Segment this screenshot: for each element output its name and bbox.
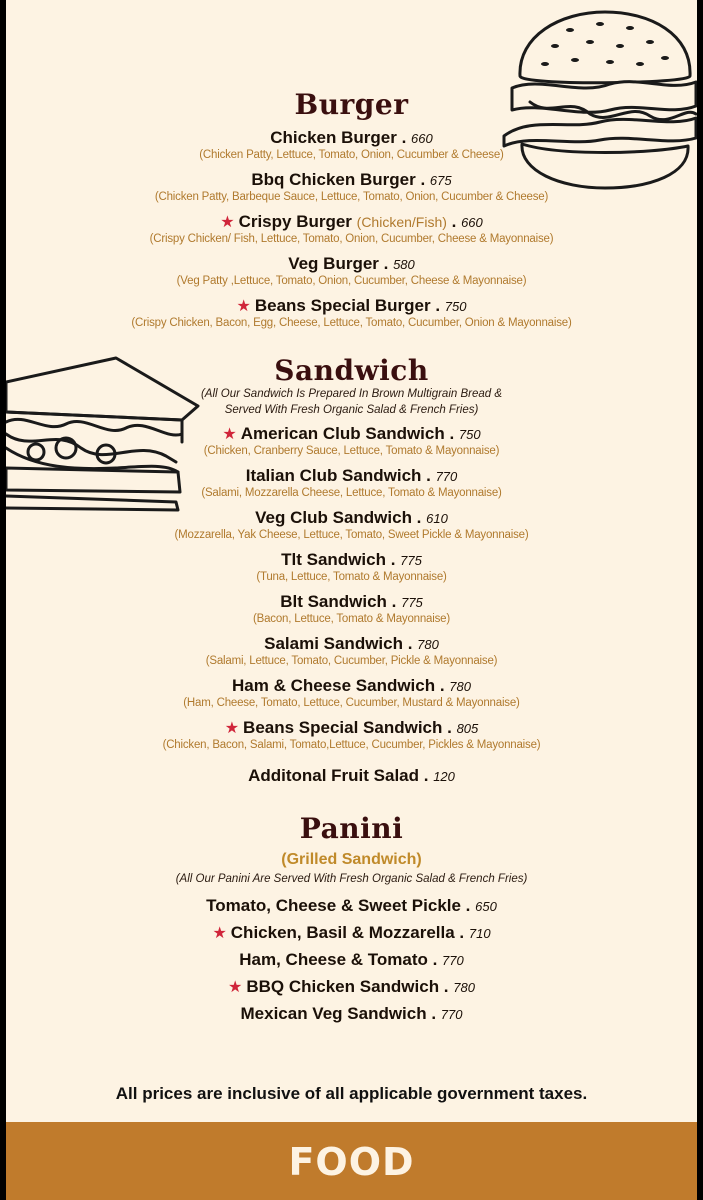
menu-item-american-club-sandwich: ★ American Club Sandwich . 750 xyxy=(222,424,481,443)
menu-item-tlt-sandwich: Tlt Sandwich . 775 xyxy=(281,550,422,569)
item-description: (Chicken Patty, Barbeque Sauce, Lettuce, Tomato, Onion, Cucumber & Cheese) xyxy=(154,191,549,203)
menu-item-veg-club-sandwich: Veg Club Sandwich . 610 xyxy=(255,508,448,527)
item-price: 805 xyxy=(456,721,479,736)
item-description: (Veg Patty ,Lettuce, Tomato, Onion, Cucumber, Cheese & Mayonnaise) xyxy=(176,275,527,287)
star-icon: ★ xyxy=(220,214,235,231)
star-icon: ★ xyxy=(222,426,237,443)
menu-item-ham-cheese-sandwich: Ham & Cheese Sandwich . 780 xyxy=(232,676,471,695)
menu-item-blt-sandwich: Blt Sandwich . 775 xyxy=(280,592,423,611)
item-description: (Tuna, Lettuce, Tomato & Mayonnaise) xyxy=(256,571,447,583)
sandwich-note-line-1: (All Our Sandwich Is Prepared In Brown Multigrain Bread & xyxy=(200,388,503,400)
item-description: (Bacon, Lettuce, Tomato & Mayonnaise) xyxy=(253,613,450,625)
item-price: 580 xyxy=(393,257,415,272)
menu-item-beans-special-sandwich: ★ Beans Special Sandwich . 805 xyxy=(224,718,479,737)
item-description: (Salami, Mozzarella Cheese, Lettuce, Tomato & Mayonnaise) xyxy=(201,487,502,499)
item-price: 750 xyxy=(458,427,481,442)
item-description: (Chicken, Bacon, Salami, Tomato,Lettuce, Cucumber, Pickles & Mayonnaise) xyxy=(162,739,541,751)
item-price: 710 xyxy=(468,926,491,941)
star-icon: ★ xyxy=(224,720,240,737)
menu-item-bbq-chicken-sandwich: ★ BBQ Chicken Sandwich . 780 xyxy=(228,977,475,996)
menu-item-ham-cheese-tomato: Ham, Cheese & Tomato . 770 xyxy=(239,950,464,969)
item-price: 775 xyxy=(401,595,423,610)
item-price: 660 xyxy=(461,215,483,230)
menu-page xyxy=(6,0,697,1200)
panini-subtitle: (Grilled Sandwich) xyxy=(281,851,422,868)
star-icon: ★ xyxy=(228,979,243,996)
panini-note: (All Our Panini Are Served With Fresh Organic Salad & French Fries) xyxy=(175,873,528,885)
item-description: (Ham, Cheese, Tomato, Lettuce, Cucumber, Mustard & Mayonnaise) xyxy=(183,697,520,709)
item-description: (Chicken, Cranberry Sauce, Lettuce, Tomato & Mayonnaise) xyxy=(203,445,500,457)
menu-item-bbq-chicken-burger: Bbq Chicken Burger . 675 xyxy=(251,170,452,189)
menu-item-beans-special-burger: ★ Beans Special Burger . 750 xyxy=(236,296,467,315)
menu-item-salami-sandwich: Salami Sandwich . 780 xyxy=(264,634,439,653)
item-price: 770 xyxy=(440,1007,463,1022)
item-description: (Chicken Patty, Lettuce, Tomato, Onion, Cucumber & Cheese) xyxy=(199,149,504,161)
menu-item-tomato-cheese-sweet-pickle: Tomato, Cheese & Sweet Pickle . 650 xyxy=(206,896,497,915)
item-description: (Crispy Chicken/ Fish, Lettuce, Tomato, Onion, Cucumber, Cheese & Mayonnaise) xyxy=(149,233,554,245)
star-icon: ★ xyxy=(236,298,251,315)
item-price: 780 xyxy=(453,980,475,995)
category-label: FOOD xyxy=(288,1140,415,1184)
item-description: (Crispy Chicken, Bacon, Egg, Cheese, Lettuce, Tomato, Cucumber, Onion & Mayonnaise) xyxy=(131,317,572,329)
item-price: 650 xyxy=(475,899,497,914)
menu-item-additional-fruit-salad: Additonal Fruit Salad . 120 xyxy=(248,766,455,785)
item-price: 775 xyxy=(400,553,422,568)
item-description: (Mozzarella, Yak Cheese, Lettuce, Tomato, Sweet Pickle & Mayonnaise) xyxy=(174,529,529,541)
section-title-panini: Panini xyxy=(299,812,404,845)
item-variant: (Chicken/Fish) xyxy=(356,214,447,230)
item-price: 770 xyxy=(435,469,458,484)
item-description: (Salami, Lettuce, Tomato, Cucumber, Pickle & Mayonnaise) xyxy=(205,655,498,667)
section-title-burger: Burger xyxy=(294,88,409,121)
item-price: 770 xyxy=(442,953,464,968)
tax-note: All prices are inclusive of all applicable government taxes. xyxy=(115,1084,588,1103)
item-price: 120 xyxy=(433,769,455,784)
item-price: 750 xyxy=(444,299,467,314)
sandwich-note-line-2: Served With Fresh Organic Salad & French Fries) xyxy=(224,404,479,416)
menu-item-veg-burger: Veg Burger . 580 xyxy=(288,254,415,273)
menu-item-chicken-burger: Chicken Burger . 660 xyxy=(270,128,433,147)
menu-item-mexican-veg-sandwich: Mexican Veg Sandwich . 770 xyxy=(240,1004,463,1023)
section-title-sandwich: Sandwich xyxy=(274,354,429,387)
item-price: 660 xyxy=(411,131,433,146)
item-price: 780 xyxy=(417,637,439,652)
menu-item-crispy-burger: ★ Crispy Burger (Chicken/Fish) . 660 xyxy=(220,212,483,231)
star-icon: ★ xyxy=(212,925,227,942)
item-price: 610 xyxy=(426,511,448,526)
menu-item-italian-club-sandwich: Italian Club Sandwich . 770 xyxy=(245,466,458,485)
menu-item-chicken-basil-mozzarella: ★ Chicken, Basil & Mozzarella . 710 xyxy=(212,923,491,942)
item-price: 675 xyxy=(429,173,452,188)
item-price: 780 xyxy=(449,679,471,694)
